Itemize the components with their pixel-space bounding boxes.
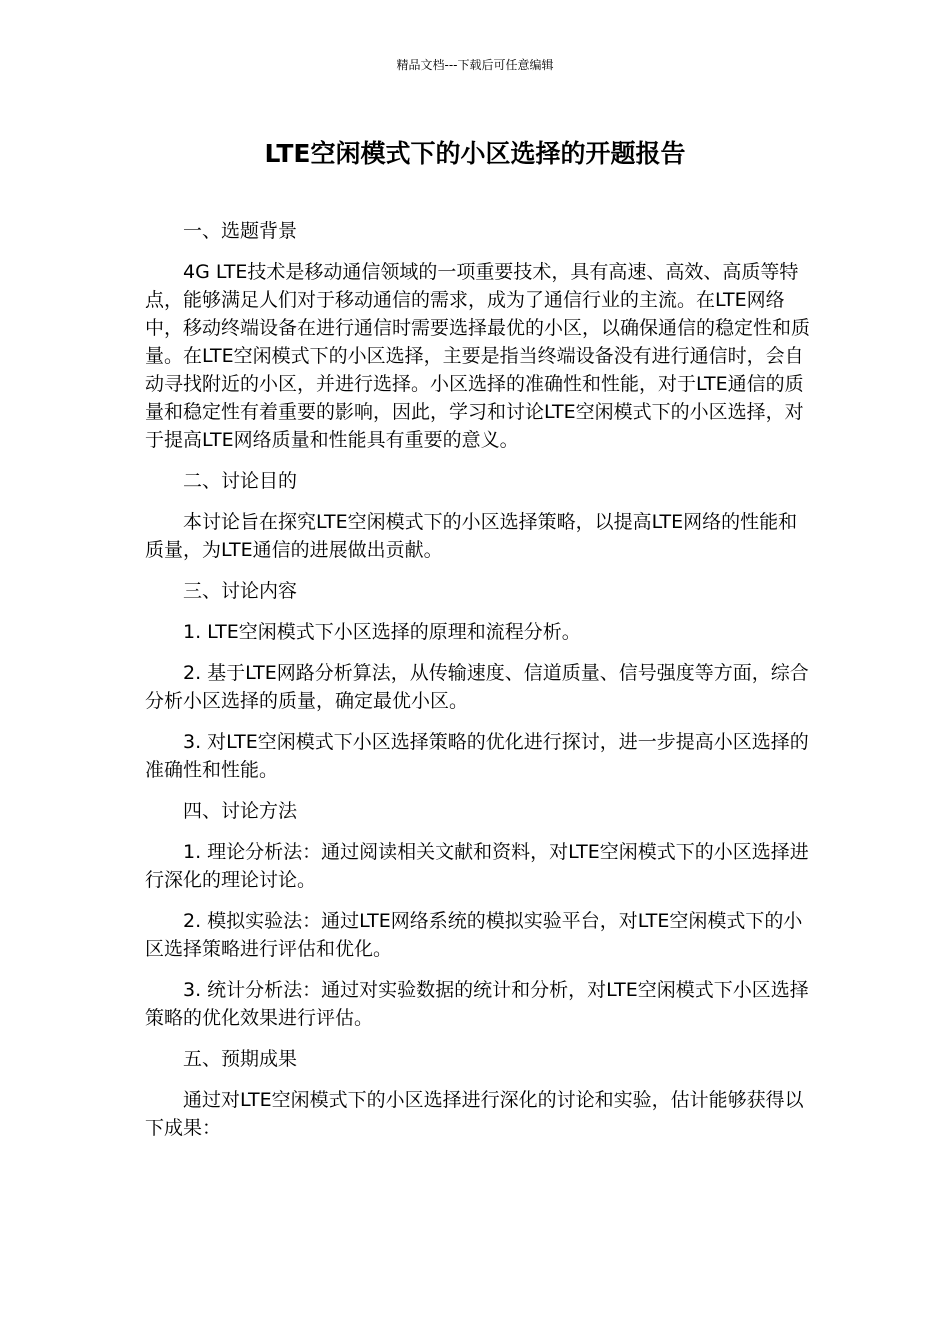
document-title: LTE空闲模式下的小区选择的开题报告: [264, 139, 686, 168]
section-heading-results: 五、预期成果: [183, 1048, 298, 1070]
content-item-3: 3. 对LTE空闲模式下小区选择策略的优化进行探讨，进一步提高小区选择的准确性和性能。: [145, 731, 809, 781]
paragraph-purpose: 本讨论旨在探究LTE空闲模式下的小区选择策略，以提高LTE网络的性能和质量，为LTE通信的进展做出贡献。: [145, 511, 798, 561]
method-item-3: 3. 统计分析法：通过对实验数据的统计和分析，对LTE空闲模式下小区选择策略的优化效果进行评估。: [145, 979, 809, 1029]
paragraph-background: 4G LTE技术是移动通信领域的一项重要技术，具有高速、高效、高质等特点，能够满足人们对于移动通信的需求，成为了通信行业的主流。在LTE网络中，移动终端设备在进行通信时需要选择最优的小区，以确保通信的稳定性和质量。在LTE空闲模式下的小区选择，主要是指当终端设备没有进行通信时，会自动寻找附近的小区，并进行选择。小区选择的准确性和性能，对于LTE通信的质量和稳定性有着重要的影响，因此，学习和讨论LTE空闲模式下的小区选择，对于提高LTE网络质量和性能具有重要的意义。: [145, 261, 811, 451]
content-item-1: 1. LTE空闲模式下小区选择的原理和流程分析。: [183, 621, 581, 643]
section-heading-methods: 四、讨论方法: [183, 800, 298, 822]
document-body: [145, 217, 811, 1142]
method-item-2: 2. 模拟实验法：通过LTE网络系统的模拟实验平台，对LTE空闲模式下的小区选择策略进行评估和优化。: [145, 910, 803, 960]
method-item-1: 1. 理论分析法：通过阅读相关文献和资料，对LTE空闲模式下的小区选择进行深化的理论讨论。: [145, 841, 809, 891]
section-heading-background: 一、选题背景: [183, 220, 298, 242]
page-header: 精品文档---下载后可任意编辑: [396, 58, 554, 72]
section-heading-purpose: 二、讨论目的: [183, 470, 298, 492]
section-heading-content: 三、讨论内容: [183, 580, 298, 602]
content-item-2: 2. 基于LTE网路分析算法，从传输速度、信道质量、信号强度等方面，综合分析小区选择的质量，确定最优小区。: [145, 662, 809, 712]
paragraph-results: 通过对LTE空闲模式下的小区选择进行深化的讨论和实验，估计能够获得以下成果：: [145, 1089, 804, 1139]
